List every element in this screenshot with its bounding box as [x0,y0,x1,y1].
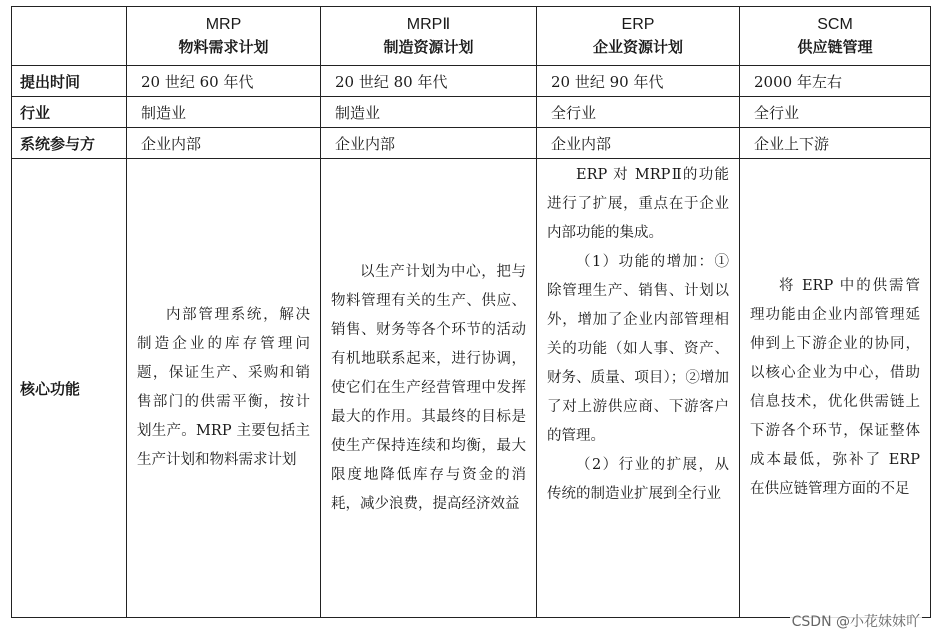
header-abbr: ERP [621,16,655,33]
core-text-scm: 将 ERP 中的供需管理功能由企业内部管理延伸到上下游企业的协同，以核心企业为中心，借助信息技术，优化供需链上下游各个环节，保证整体成本最低，弥补了 ERP 在供应链管理方面的不足 [750,278,920,497]
header-name: 制造资源计划 [383,38,474,56]
header-mrp [127,7,321,66]
erp-paragraph-3: （2）行业的扩展，从传统的制造业扩展到全行业 [547,457,729,502]
header-corner-cell [12,7,127,66]
cell-value: 全行业 [740,97,931,128]
cell-value: 20 世纪 60 年代 [127,66,321,97]
cell-value: 企业内部 [537,128,740,159]
row-label: 核心功能 [12,159,127,618]
header-abbr: SCM [817,16,853,33]
erp-paragraph-1: ERP 对 MRPⅡ的功能进行了扩展，重点在于企业内部功能的集成。 [547,167,729,241]
row-label: 提出时间 [12,66,127,97]
cell-core-mrp [127,159,321,618]
header-row [12,7,931,66]
cell-value: 20 世纪 90 年代 [537,66,740,97]
cell-core-erp [537,159,740,618]
core-text-mrp2: 以生产计划为中心，把与物料管理有关的生产、供应、销售、财务等各个环节的活动有机地联系起来，进行协调，使它们在生产经营管理中发挥最大的作用。其最终的目标是使生产保持连续和均衡，最大限度地降低库存与资金的消耗，减少浪费，提高经济效益 [331,263,526,512]
cell-value: 全行业 [537,97,740,128]
cell-value: 2000 年左右 [740,66,931,97]
row-label: 行业 [12,97,127,128]
header-mrp2 [321,7,537,66]
header-name: 物料需求计划 [178,38,269,56]
cell-value: 企业内部 [321,128,537,159]
header-name: 供应链管理 [797,38,873,56]
header-abbr: MRPⅡ [406,16,451,33]
header-erp [537,7,740,66]
watermark-label: CSDN @小花妹妹吖 [790,611,922,631]
header-name: 企业资源计划 [592,38,683,56]
cell-core-scm [740,159,931,618]
cell-value: 制造业 [321,97,537,128]
cell-value: 20 世纪 80 年代 [321,66,537,97]
row-participants [12,128,931,159]
core-text-mrp: 内部管理系统，解决制造企业的库存管理问题，保证生产、采购和销售部门的供需平衡，按计划生产。MRP 主要包括主生产计划和物料需求计划 [137,307,310,468]
cell-core-mrp2 [321,159,537,618]
erp-paragraph-2: （1）功能的增加：①除管理生产、销售、计划以外，增加了企业内部管理相关的功能（如人事、资产、财务、质量、项目）；②增加了对上游供应商、下游客户的管理。 [547,254,729,444]
row-time [12,66,931,97]
row-core-function [12,159,931,618]
core-text-erp [537,161,739,509]
cell-value: 企业上下游 [740,128,931,159]
header-scm [740,7,931,66]
row-label: 系统参与方 [12,128,127,159]
row-industry [12,97,931,128]
cell-value: 企业内部 [127,128,321,159]
comparison-table [11,6,931,618]
cell-value: 制造业 [127,97,321,128]
header-abbr: MRP [205,16,242,33]
